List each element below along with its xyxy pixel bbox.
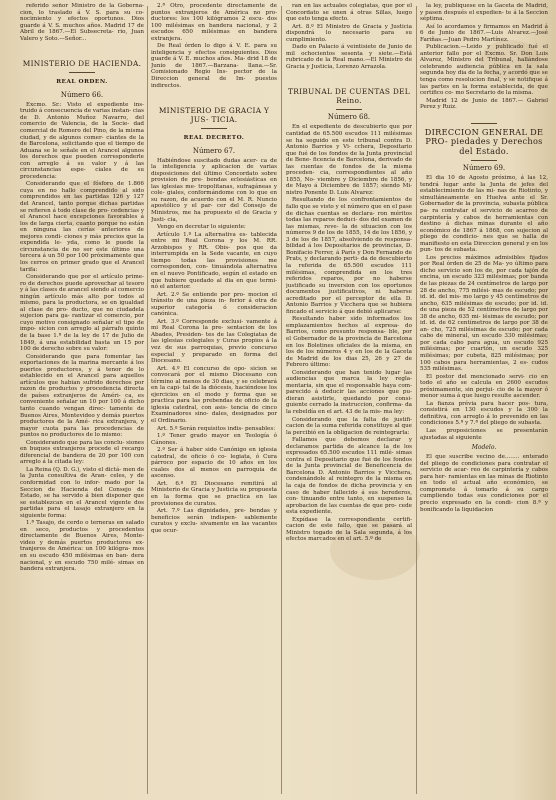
body-paragraph: Considerando que la falta de justifi- cacion de la suma referida constituye al que la percibió en la obligacion de reintegrarla: bbox=[286, 416, 412, 436]
body-paragraph: ran en las actuales colegiatas, que por el Concordato se unen á otras Sillas, luego que esto tenga efecto. bbox=[286, 3, 412, 23]
body-paragraph: La fianza prévia para hacer pos- tura, consistirá en 130 escudos y la 300 la definitiva, con arreglo á lo prevenido en las condiciones 5.ª y 7.ª del pliego de subasta. bbox=[420, 400, 548, 427]
body-paragraph: 2.º Ser á haber sido Canónigo en iglesia catedral, de oficio ó co- legiata, ó Cura párroco por espacio de 10 años en los cuales dos al menos en parroquia de ascenso. bbox=[151, 447, 277, 480]
body-paragraph: Art. 4.º El concurso de opo- sicion se convocará por el mismo Diocesano con término al menos de 30 dias, y se celebrará en la capi- tal de la diócesis, haciéndose los ejercicios en el modo y forma que se practica para las prebendas de oficio de la iglesia catedral, con asis- tencia de cinco Examinadores sino- dales, designados por el Ordinario. bbox=[151, 365, 277, 424]
body-paragraph: De Real órden lo digo á V. E. para su inteligencia y efectos consiguientes. Dios guarde á V. E. muchos años. Ma- drid 18 de Junio de 1867.—Barzana- llana.—Sr. Comisionado Regio Ins- pector de la Direccion general de Im- puestos indirectos. bbox=[151, 43, 277, 89]
body-paragraph: referido señor Ministro de la Goberna- cion, lo traslado á V. S. para su co- nocimiento y efectos oportunos. Dios guarde á V. S. muchos años. Madrid 17 de Abril de 1867.—El Subsecreta- rio, Juan Valero y Soto.—Señor... bbox=[20, 3, 144, 42]
body-paragraph: Art. 8.º El Ministro de Gracia y Justicia dispondrá lo necesario para su cumplimiento. bbox=[286, 23, 412, 43]
body-paragraph: Madrid 12 de Junio de 1867.— Gabriel Perez y Ruiz. bbox=[420, 97, 548, 111]
body-paragraph: Art. 3.º Corresponde exclusi- vamente á mi Real Corona la pre- sentacion de los Abades, Presiden- tes de las Colegiatas de las iglesias colegiales y Curas propios á la vez de sus parroquias, previo concurso especial y preparado en forma del Diocesano. bbox=[151, 318, 277, 365]
heading-rule bbox=[471, 123, 497, 124]
heading-rule bbox=[336, 109, 362, 110]
body-paragraph: Expídase la correspondiente certifi- cacion de este fallo, que se pasará al Ministro togado de la Sala segunda, á los efectos marcados en el art. 5.º de bbox=[286, 516, 412, 543]
body-paragraph: 2.ª Otro, procedente directamente de puntos extranjeros de América no pro- ductores: los 100 kilógramos 2 escu- dos 100 milésimas en bandera nacional, y 2 escudos 650 milésimas en bandera extranjera. bbox=[151, 3, 277, 42]
order-number: Número 66. bbox=[60, 90, 104, 99]
body-paragraph: Dado en Palacio á veintisiete de Junio de mil ochocientos sesenta y siete.—Está rubricado de la Real mano.—El Ministro de Gracia y Justicia, Lorenzo Arrazola. bbox=[286, 44, 412, 70]
heading-rule bbox=[201, 128, 227, 129]
direction-number: Número 69. bbox=[462, 164, 506, 173]
decree-label: REAL DECRETO. bbox=[183, 135, 245, 142]
body-paragraph: Artículo 1.º La alternativa es- tablecida entre mi Real Corona y los M. RR. Arzobispos y RR. Obis- pos que da interrumpida en la Sede vacante, en cuyo tiempo todas las provisiones me corresponden, con- tinuándola alternativa en el nuevo Pontificado, según el estado en que hubiere quedado al dia en que termi- nó el anterior. bbox=[151, 231, 277, 291]
column-divider bbox=[416, 6, 417, 794]
tribunal-heading: TRIBUNAL DE CUENTAS DEL Reino. bbox=[288, 87, 410, 106]
body-paragraph: Art. 5.º Serán requisitos indis- pensables: bbox=[157, 425, 276, 432]
body-paragraph: Excmo. Sr.: Visto el expediente ins- truido á consecuencia de varias instan- cias de D. Antonio Muñoz Navarro, del comercio de Valencia, de la Socie- dad comercial de Romero del Pino, de la misma ciudad, y de algunos comer- ciantes de la de Barcelona, solicitando que el tiempo de Aduana se le señale en el Arancel algunos los derechos que pueden corresponderle con arreglo á su valor y á las circunstancias espe- ciales de su procedencia: bbox=[20, 101, 144, 180]
heading-rule bbox=[69, 72, 95, 73]
column-3 bbox=[286, 3, 412, 797]
order-label: REAL ORDEN. bbox=[56, 79, 108, 86]
body-paragraph: El dia 10 de Agosto próximo, á las 12, tendrá lugar ante la Junta de jefes del establecimiento de las mi- nas de Riotinto, y simultáneamente en Huelva ante el Sr. Gobernador de la provincia, subasta pública pa- ra contratar el servicio de acarreo de carpintería y cabos de herramientas con destino á dichas minas durante el año económico de 1867 á 1868, con sujecion al pliego de condicio- nes que se halla de manifiesto en esta Direccion general y en los pun- tos de subasta. bbox=[420, 175, 548, 254]
body-paragraph: Las proposiciones se presentarán ajustadas al siguiente bbox=[420, 428, 548, 441]
column-1 bbox=[20, 3, 144, 797]
body-paragraph: Art. 2.º Se entiende por pro- mocion el tránsito de una pieza in- ferior á otra de superior categoría ó consideracion canónica. bbox=[151, 291, 277, 318]
body-paragraph: 1.ª Tasajo, de cerdo o terneras en salado en seco, productos y procedentes directamente de Buenos Aires, Monte- video y demás puertos productores ex- tranjeros de América: un 100 kilógra- mos en su escudo 450 milésimas en ban- dera nacional, y en escudo 750 milé- simas en bandera extranjera. bbox=[20, 520, 144, 573]
heading-rule bbox=[471, 160, 497, 161]
body-paragraph: Considerando que por el artículo prime- ro de derechos puede aprovechar al tesoro y á las clases de arancel siendo al comercio ningún artículo más alto por todos al mismo, para la productora, se en igualdad al clase de pro- ducto, que no ciudadela sujecion para ga- rantizar el comercio, por cuyo motivo consignado señalar el tipo de impo- sicion con arreglo al párrafo quinto de la base 1.ª de la ley de 17 de Julio de 1849, á una estabilidad basta un 15 por 100 de derecho sobre su valor: bbox=[20, 274, 144, 353]
body-paragraph: Art. 7.º Las dignidades, pre- bendas y beneficios serán indispen- sablemente curatos y exclu- sivamente en las vacantes que ocur- bbox=[151, 508, 277, 534]
ministry-heading: MINISTERIO DE GRACIA Y JUS- TICIA. bbox=[158, 106, 270, 125]
body-paragraph: Así lo acordamos y firmamos en Madrid á 6 de Junio de 1867.—Luis Alvarez.—José Fariñas.—Juan Pedro Martínez. bbox=[420, 23, 548, 43]
body-paragraph: El que suscribe vecino de........ enterado del pliego de condiciones para contratar el servicio de acar- reo de carpintería y cabos para her- ramientas en las minas de Riotinto en todo el actual año económico, se compromete á tomarlo á su cargo cumpliendo todas sus condiciones por el precio expresado en la condi- cion 8.ª y bonificando la liquidacion bbox=[420, 454, 548, 513]
body-paragraph: Los precios máximos admisibles fijados por Real órden de 25 de Ma- yo último para dicho servicio son los de, por cada tajón de encina, un escudo 323 milésimas; por banda de las piezas de 24 centímetros de largo por 28 de ancho, 775 milési- mas de escudo; por id. id. del mis- mo largo y 45 centímetros de ancho, 635 milésimas de escudo; por id. id. de una pieza de 52 centímetros de largo por 38 de ancho, 635 mi- lésimas de escudo; por id. id. de 62 centímetros de largo por 38 de an- cho, 725 milésimas de escudo; por cada cabo de mineral, un escudo 330 milésimas; por cada cabo para agua, un escudo 925 milésimas; por cuartón, un escudo 325 milésimas; por cubeta, 825 milésimas; por 100 cabos para herramientas, 2 es- cudos 535 milésimas. bbox=[420, 254, 548, 373]
body-paragraph: Resultando haber sido informados los emplazamientos hechos al expresa- do Barrios, como presunto responsa- ble, por el Gobernador de la provincia de Barcelona en los Boletines oficiales de la misma, en los de los números 4 y en los de la Gaceta de Madrid de los dias 25, 26 y 27 de Febrero último: bbox=[286, 316, 412, 369]
body-paragraph: Art. 6.º El Diocesano remitirá al Ministerio de Gracia y Justicia su propuesta en la forma que se practica en las provisiones de curatos. bbox=[151, 480, 277, 507]
body-paragraph: Vengo en decretar lo siguiente: bbox=[157, 224, 246, 231]
column-divider bbox=[147, 6, 148, 794]
column-divider bbox=[281, 6, 282, 794]
body-paragraph: En el expediente de descubierto que por cantidad de 65.500 escudos 111 milésimas se ha seguido en este tribunal contra D. Antonio Barrios y Vi- cchera, Depositario que fué de los fondos de la Junta provincial de Bene- ficencia de Barcelona, derivado de las cuentas de fondos de la misma proceden- cia, correspondientes al año 1855, No- viembre y Diciembre de 1856, y de Mayo á Diciembre de 1857; siendo Mi- nistro Ponente D. Luis Alvarez: bbox=[286, 124, 412, 196]
tribunal-number: Número 68. bbox=[327, 113, 371, 122]
body-paragraph: Considerando que han tenido lugar las audiencias que marca la ley regla- mentaria, sin que el responsable haya com- parecido á deducir las acciones que pu- dieran asistirle, quedando por consi- guiente cerrado la instruccion, confirma- da la rebeldía en el art. 43 de la mis- ma ley: bbox=[286, 369, 412, 415]
body-paragraph: El postor del mencionado servi- cio en todo el año se calcula en 2600 escudos próximamente, sin perjui- cio de la mayor ó menor suma á que luego resulte ascender. bbox=[420, 373, 548, 400]
body-paragraph: Habiéndose suscitado dudas acer- ca de la inteligencia y aplicacion de varias disposiciones del último Concordato sobre provision de pre- bendas eclesiásticas en las iglesias me- tropolitanas, sufragáneas y cole- giales, conformándome con lo que en su razon, de acuerdo con el M. R. Nuncio apostólico y el par- cer del Consejo de Ministros, me ha propuesto el de Gracia y Justi- cia, bbox=[151, 157, 277, 223]
decree-number: Número 67. bbox=[192, 146, 236, 155]
body-paragraph: Considerando que el fósforo de 1.866 cuya en no hallo comprendido al sido comprendidos en las partidas 126 y 127 del Arancel, tanto porque dichas partidas se refieren á todo clase de pro- cedencias y el Arancel hace excepciones favorables á los de larga cierta, cuanto porque no están en ninguna las cerías anteriores de mejores condi- ciones y más precios que la expendida le- yda, como le puede la circunstancia de no ser este último una tercera á un 50 por 100 próximamente que los cerros en primer grado que el Arancel tarifa: bbox=[20, 181, 144, 273]
body-paragraph: La Reina (Q. D. G.), visto el dictá- men de la Junta consultiva de Aran- celes, y de conformidad con lo infor- mado por la Seccion de Hacienda del Consejo de Estado, se ha servido á bien disponer que se establezcan en el Arancel vigente dos partidas para el tasajo extranjero en la siguiente forma: bbox=[20, 466, 144, 519]
body-paragraph: Resultando de los confrontamientos de fallo que se visto y el número que en el pase de dichas cuentas se declara- ron méritos todas las reparos deduci- dos del examen de las mismas, reve- la de situacion con los números 9 de los de 1855, 14 de los 1856, y 3 de los de 1857, absolviendo de responsa- bilidad á los Depositarios de provincias, D. Bonifacio Ferrer, á París y Don Fernando de Prats, y declarando perti- da de descubierto la referida de 65.500 escudos 111 milésimas, comprendida en los tres referidos reparos, por no haberse justificado su inversion con los oportunos documentos justificativos, ni haberse acreditado por el perceptor de ella D. Antonio Barrios y Vicchera que se hubiera fincado el servicio á que debió aplicarse: bbox=[286, 197, 412, 315]
body-paragraph: Fallamos que debemos declarar y declaramos partida de alcance la de los expresados 65.500 escudos 111 milé- simas contra el Depositario que fué de los fondos de la Junta provincial de Beneficencia de Barcelona D. Antonio Barrios y Vicchera, condenándole al reintegro de la misma en la caja de fondos de dicha provincia y en caso de haber fallecido á sus herederos, con- tinuando entre tanto, en suspenso la aprobacion de las cuentas de que pro- cede esta expediente. bbox=[286, 437, 412, 516]
direction-heading: DIRECCION GENERAL DE PRO- piedades y Derechos del Estado. bbox=[424, 126, 544, 156]
body-paragraph: 1.º Tener grado mayor en Teología ó Cánones. bbox=[151, 433, 277, 446]
body-paragraph: Considerando que para fomentar las exportaciones de la marina mercante á los puertos productores, y á tenor de lo establecido en el Arancel para aquellos artículos que habian sufrido derechos por razon de productos y procedencia directa de países extranjeros de Améri- ca, es conveniente señalar un 10 por 100 á dicho tanto cuando vengan direc- tamente de Buenos Aires, Montevideo y demás puertos productores de la Amé- rica extranjera, y mayor cuota para las procedencias de puntos no productores de lo mismo: bbox=[20, 353, 144, 439]
ministry-heading: MINISTERIO DE HACIENDA. bbox=[22, 59, 142, 69]
column-4 bbox=[420, 3, 548, 797]
body-paragraph: Considerando que para las conclu- siones en buques extranjeros procede el recargo diferencial de bandera de 20 por 100 con arreglo á la citada ley: bbox=[20, 439, 144, 466]
model-label: Modelo. bbox=[471, 444, 497, 452]
body-paragraph: Publicacion.—Leido y publicado fué el anterior fallo por el Excmo. Sr. Don Luis Alvarez, Ministro del Tribunal, hallándose celebrando audiencia pública en la sala segunda hoy dia de la fecha, y acordó que se tenga como resolucion final, y se notifique á las partes en la forma establecida, de que certifico co- mo Secretario de la misma. bbox=[420, 44, 548, 97]
column-2 bbox=[151, 3, 277, 797]
body-paragraph: la ley, publíquese en la Gaceta de Madrid, y pasen después el expedien- te á la Seccion séptima. bbox=[420, 3, 548, 23]
